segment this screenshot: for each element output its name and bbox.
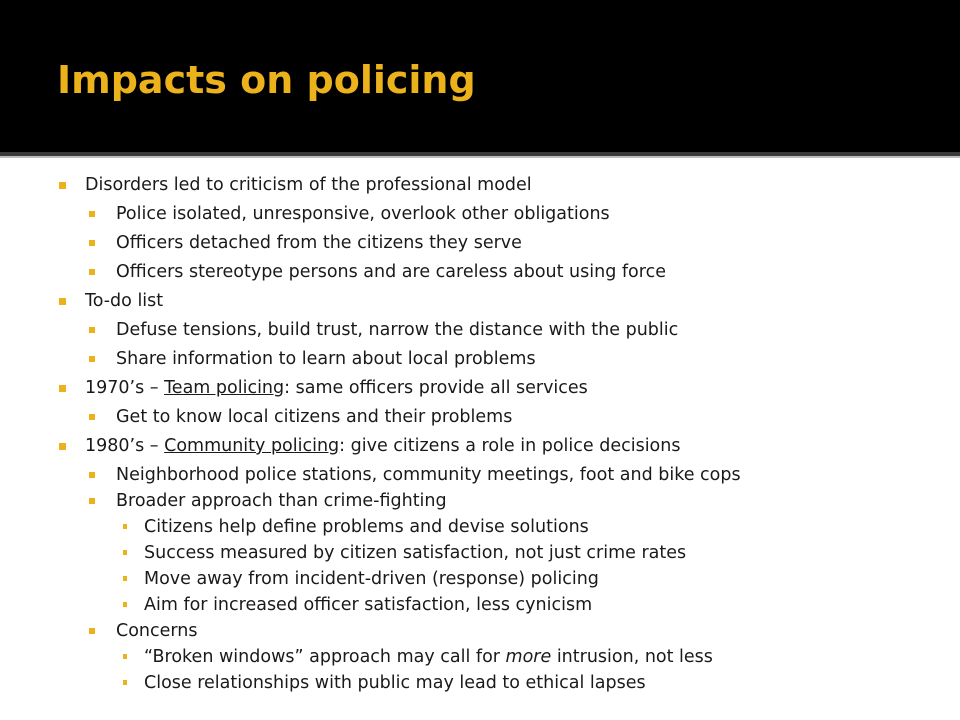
square-bullet-icon xyxy=(89,327,95,333)
square-bullet-icon xyxy=(89,498,95,504)
square-bullet-icon xyxy=(89,472,95,478)
list-item xyxy=(0,670,960,696)
list-item xyxy=(0,201,960,230)
square-bullet-icon xyxy=(89,356,95,362)
small-square-bullet-icon xyxy=(123,524,127,529)
slide-title: Impacts on policing xyxy=(57,58,476,102)
list-item xyxy=(0,433,960,462)
square-bullet-icon xyxy=(59,182,66,189)
square-bullet-icon xyxy=(59,443,66,450)
bullet-text: To-do list xyxy=(85,291,164,311)
bullet-text: Aim for increased officer satisfaction, less cynicism xyxy=(144,595,593,615)
small-square-bullet-icon xyxy=(123,602,127,607)
small-square-bullet-icon xyxy=(123,680,127,685)
bullet-text-prefix: 1980’s – xyxy=(85,436,165,456)
bullet-text: Move away from incident-driven (response) policing xyxy=(144,569,599,589)
list-item xyxy=(0,259,960,288)
list-item xyxy=(0,230,960,259)
list-item xyxy=(0,346,960,375)
square-bullet-icon xyxy=(89,269,95,275)
bullet-text-suffix: : same officers provide all services xyxy=(284,378,588,398)
list-item xyxy=(0,488,960,514)
bullet-text-prefix: “Broken windows” approach may call for xyxy=(144,647,506,667)
bullet-text: Share information to learn about local problems xyxy=(116,349,536,369)
small-square-bullet-icon xyxy=(123,550,127,555)
bullet-text: Success measured by citizen satisfaction, not just crime rates xyxy=(144,543,687,563)
list-item xyxy=(0,540,960,566)
bullet-text: Citizens help define problems and devise solutions xyxy=(144,517,589,537)
list-item xyxy=(0,644,960,670)
list-item xyxy=(0,618,960,644)
list-item xyxy=(0,288,960,317)
list-item xyxy=(0,592,960,618)
list-item xyxy=(0,317,960,346)
emphasis-more: more xyxy=(505,647,552,667)
small-square-bullet-icon xyxy=(123,576,127,581)
bullet-text: Concerns xyxy=(116,621,198,641)
square-bullet-icon xyxy=(89,628,95,634)
bullet-list xyxy=(0,172,960,696)
bullet-text: Officers detached from the citizens they serve xyxy=(116,233,522,253)
square-bullet-icon xyxy=(89,414,95,420)
slide-body xyxy=(0,158,960,720)
bullet-text: Disorders led to criticism of the professional model xyxy=(85,175,532,195)
bullet-text: Close relationships with public may lead to ethical lapses xyxy=(144,673,646,693)
list-item xyxy=(0,462,960,488)
bullet-text-suffix: : give citizens a role in police decisions xyxy=(339,436,681,456)
square-bullet-icon xyxy=(89,240,95,246)
community-policing-term: Community policing xyxy=(164,436,340,456)
bullet-text: Broader approach than crime-fighting xyxy=(116,491,447,511)
bullet-text-suffix: intrusion, not less xyxy=(551,647,713,667)
bullet-text: Get to know local citizens and their problems xyxy=(116,407,513,427)
bullet-text: Defuse tensions, build trust, narrow the distance with the public xyxy=(116,320,679,340)
bullet-text: Police isolated, unresponsive, overlook other obligations xyxy=(116,204,610,224)
list-item xyxy=(0,566,960,592)
title-bar xyxy=(0,0,960,152)
square-bullet-icon xyxy=(59,298,66,305)
bullet-text: Officers stereotype persons and are careless about using force xyxy=(116,262,666,282)
square-bullet-icon xyxy=(89,211,95,217)
list-item xyxy=(0,404,960,433)
bullet-text: Neighborhood police stations, community meetings, foot and bike cops xyxy=(116,465,741,485)
list-item xyxy=(0,375,960,404)
small-square-bullet-icon xyxy=(123,654,127,659)
team-policing-term: Team policing xyxy=(164,378,285,398)
bullet-text-prefix: 1970’s – xyxy=(85,378,165,398)
list-item xyxy=(0,514,960,540)
list-item xyxy=(0,172,960,201)
square-bullet-icon xyxy=(59,385,66,392)
